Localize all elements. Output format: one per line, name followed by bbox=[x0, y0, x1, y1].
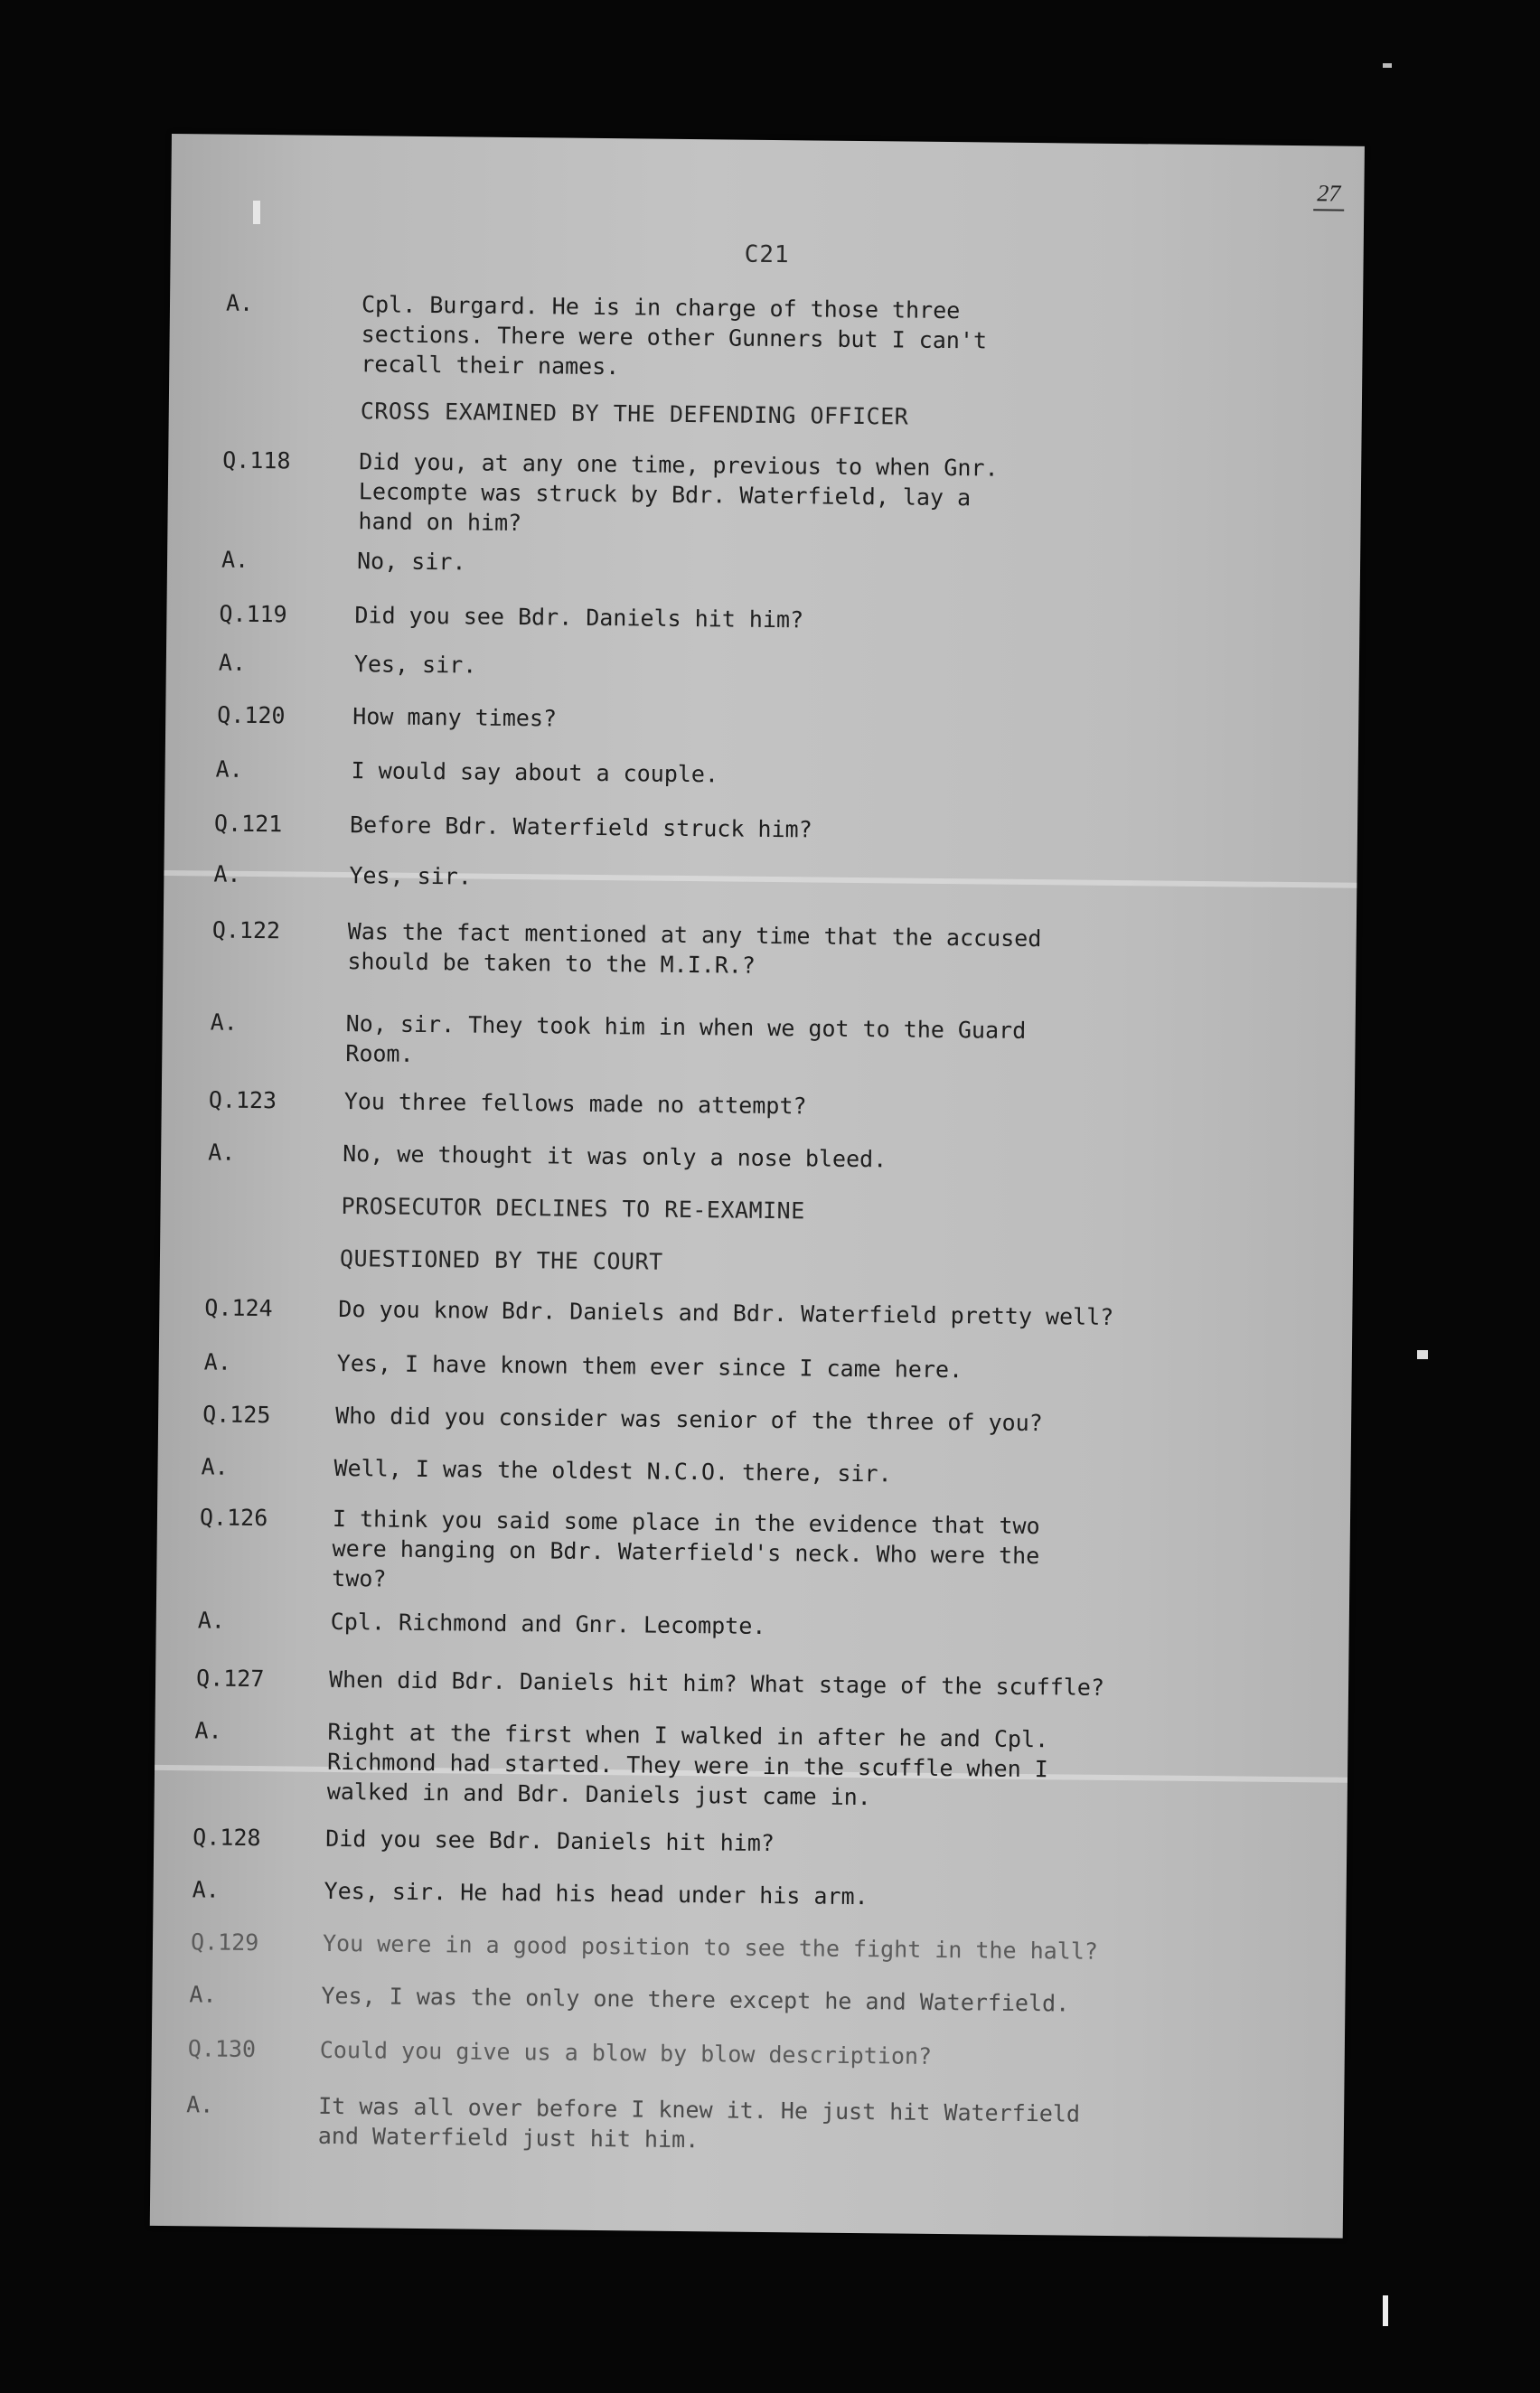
entry-label: Q.123 bbox=[208, 1086, 277, 1114]
list-item bbox=[166, 647, 1359, 679]
entry-text: You three fellows made no attempt? bbox=[343, 1088, 807, 1120]
entry-label: A. bbox=[197, 1607, 226, 1634]
entry-label: Q.130 bbox=[187, 2035, 257, 2063]
scan-mark bbox=[1417, 1350, 1428, 1359]
entry-text: It was all over before I knew it. He just hit Waterfield and Waterfield just hit him. bbox=[317, 2092, 1081, 2154]
entry-label: Q.125 bbox=[202, 1401, 271, 1429]
corner-mark: 27 bbox=[1313, 180, 1344, 211]
list-item bbox=[151, 2089, 1344, 2154]
entry-text: I think you said some place in the evidence that two were hanging on Bdr. Waterfield's neck. Who were the two? bbox=[332, 1505, 1040, 1592]
section-heading: CROSS EXAMINED BY THE DEFENDING OFFICER bbox=[360, 398, 909, 430]
entry-label: Q.119 bbox=[219, 600, 287, 628]
entry-text: Cpl. Burgard. He is in charge of those three sections. There were other Gunners but I can't recall their names. bbox=[361, 291, 988, 380]
list-item bbox=[170, 287, 1363, 380]
entry-label: Q.129 bbox=[190, 1928, 259, 1957]
entry-label: A. bbox=[194, 1717, 222, 1744]
entry-label: A. bbox=[189, 1981, 217, 2008]
entry-label: A. bbox=[210, 1009, 238, 1036]
entry-text: Do you know Bdr. Daniels and Bdr. Waterfield pretty well? bbox=[338, 1296, 1114, 1330]
entry-text: Yes, I was the only one there except he and Waterfield. bbox=[321, 1982, 1070, 2017]
list-item bbox=[152, 2033, 1345, 2069]
list-item bbox=[164, 859, 1357, 890]
list-item bbox=[164, 915, 1357, 979]
entry-text: Yes, I have known them ever since I came here. bbox=[336, 1349, 963, 1384]
scan-mark bbox=[1383, 2295, 1388, 2326]
list-item bbox=[165, 754, 1358, 788]
list-item bbox=[160, 1292, 1353, 1330]
entry-text: Right at the first when I walked in after he and Cpl. Richmond had started. They were in the scuffle when I walked in and Bdr. Daniels just came in. bbox=[326, 1718, 1049, 1811]
entry-label: Q.127 bbox=[195, 1665, 265, 1693]
entry-label: A. bbox=[208, 1139, 236, 1166]
entry-label: A. bbox=[203, 1348, 232, 1375]
list-item bbox=[159, 1347, 1352, 1384]
entry-label: Q.122 bbox=[211, 916, 281, 944]
entry-label: Q.126 bbox=[199, 1504, 268, 1532]
scan-mark bbox=[253, 201, 260, 224]
entry-label: Q.120 bbox=[217, 701, 286, 729]
list-item bbox=[156, 1605, 1349, 1639]
entry-text: I would say about a couple. bbox=[351, 757, 719, 788]
entry-text: Yes, sir. bbox=[353, 651, 477, 679]
entry-label: A. bbox=[213, 860, 241, 887]
list-item bbox=[161, 1137, 1354, 1173]
list-item bbox=[158, 1399, 1351, 1437]
list-item bbox=[153, 1927, 1346, 1965]
entry-text: No, sir. bbox=[356, 548, 466, 576]
section-heading: QUESTIONED BY THE COURT bbox=[339, 1245, 663, 1275]
section-heading: PROSECUTOR DECLINES TO RE-EXAMINE bbox=[341, 1193, 805, 1225]
entry-text: Yes, sir. He had his head under his arm. bbox=[324, 1877, 869, 1910]
list-item bbox=[167, 544, 1360, 576]
scan-mark bbox=[1383, 63, 1392, 68]
entry-text: How many times? bbox=[352, 703, 558, 732]
entry-label: A. bbox=[221, 546, 249, 573]
entry-text: Was the fact mentioned at any time that the accused should be taken to the M.I.R.? bbox=[347, 918, 1042, 979]
entry-text: Did you see Bdr. Daniels hit him? bbox=[354, 602, 804, 633]
list-item bbox=[154, 1822, 1347, 1857]
entry-text: No, we thought it was only a nose bleed. bbox=[343, 1140, 887, 1173]
list-item bbox=[168, 445, 1361, 537]
list-item bbox=[154, 1874, 1347, 1910]
entry-label: A. bbox=[215, 755, 243, 783]
page-number: C21 bbox=[744, 240, 790, 269]
entry-text: Before Bdr. Waterfield struck him? bbox=[349, 812, 812, 843]
entry-label: Q.121 bbox=[213, 810, 283, 838]
list-item bbox=[155, 1715, 1348, 1811]
list-item bbox=[153, 1979, 1346, 2017]
entry-label: A. bbox=[201, 1453, 229, 1480]
list-item bbox=[165, 699, 1358, 732]
list-item bbox=[167, 598, 1360, 633]
entry-text: Did you see Bdr. Daniels hit him? bbox=[325, 1825, 775, 1857]
entry-label: A. bbox=[186, 2091, 214, 2118]
list-item bbox=[158, 1451, 1351, 1487]
entry-text: You were in a good position to see the fight in the hall? bbox=[322, 1929, 1099, 1965]
entry-text: No, sir. They took him in when we got to the Guard Room. bbox=[345, 1010, 1027, 1067]
entry-text: Yes, sir. bbox=[349, 862, 473, 890]
list-item bbox=[164, 808, 1357, 843]
entry-text: Could you give us a blow by blow description? bbox=[319, 2036, 933, 2069]
entry-text: Cpl. Richmond and Gnr. Lecompte. bbox=[330, 1608, 766, 1639]
list-item bbox=[155, 1663, 1348, 1701]
entry-label: A. bbox=[225, 289, 254, 316]
entry-text: When did Bdr. Daniels hit him? What stage of the scuffle? bbox=[328, 1666, 1105, 1701]
list-item bbox=[157, 1502, 1350, 1592]
list-item bbox=[163, 1007, 1356, 1067]
entry-label: A. bbox=[218, 649, 247, 676]
entry-label: Q.118 bbox=[222, 446, 291, 474]
document-page bbox=[150, 134, 1365, 2238]
entry-label: Q.128 bbox=[192, 1824, 261, 1852]
entry-text: Well, I was the oldest N.C.O. there, sir. bbox=[333, 1454, 892, 1487]
entry-label: Q.124 bbox=[204, 1294, 273, 1322]
entry-text: Who did you consider was senior of the three of you? bbox=[335, 1402, 1043, 1437]
entry-text: Did you, at any one time, previous to when Gnr. Lecompte was struck by Bdr. Waterfield, lay a hand on him? bbox=[358, 448, 999, 537]
list-item bbox=[162, 1084, 1355, 1120]
entry-label: A. bbox=[192, 1876, 220, 1903]
